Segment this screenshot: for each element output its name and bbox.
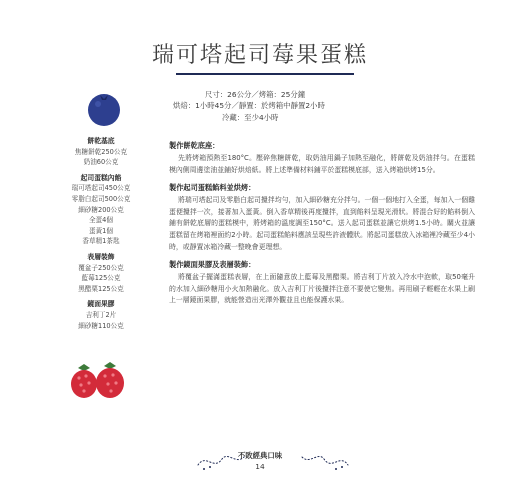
ingredient-item: 黑醋栗125公克 — [78, 284, 124, 293]
group-title: 鏡面果膠 — [87, 300, 115, 309]
title-underline — [176, 73, 354, 75]
ingredient-item: 瑞可塔起司450公克 — [71, 184, 131, 193]
recipe-title: 瑞可塔起司莓果蛋糕 — [151, 43, 368, 68]
ingredients-sidebar — [52, 136, 150, 331]
ingredient-item: 焦糖餅乾250公克 — [74, 147, 128, 156]
ingredient-item: 零脂白起司500公克 — [71, 194, 131, 203]
meta-size-oven: 尺寸：26公分／烤箱：25分鐘 — [205, 90, 306, 99]
ingredient-item: 香草精1茶匙 — [82, 237, 120, 246]
raspberry-icon — [68, 358, 128, 400]
ingredient-item: 吉利丁2片 — [85, 310, 117, 319]
section-heading: 製作起司蛋糕餡料並烘烤： — [169, 183, 256, 193]
blueberry-icon — [84, 88, 124, 128]
ingredient-item: 細砂糖200公克 — [78, 205, 124, 214]
section-heading: 製作鏡面果膠及表層裝飾： — [169, 260, 256, 270]
method-content — [169, 140, 475, 313]
section-body: 將覆盆子擺滿蛋糕表層，在上面隨意放上藍莓及黑醋栗。將吉利丁片放入冷水中泡軟，取50毫升的水加入細砂糖用小火加熱融化。放入吉利丁片後攪拌注意不要使它變焦。再用刷子輕輕在水果上刷上一層鏡面果膠，就能營造出光澤外觀並且也能保護水果。 — [169, 273, 475, 305]
page-number: 14 — [255, 462, 265, 471]
group-title: 起司蛋糕內餡 — [80, 173, 122, 182]
ingredient-item: 蛋黃1個 — [89, 226, 113, 235]
footer-chapter-label: 不敗經典口味 — [237, 451, 283, 460]
footer-ornament-right — [300, 451, 350, 473]
ingredient-item: 全蛋4個 — [89, 216, 113, 225]
section-body: 將瑞可塔起司及零脂白起司攪拌均勻，加入細砂糖充分拌勻。一個一個地打入全蛋，每加入一個雞蛋便攪拌一次，接著加入蛋黃。倒入香草精後再度攪拌，直到餡料呈現光滑狀。將混合好的餡料倒入鋪有餅乾底層的蛋糕模中，將烤箱的溫度調至150°C。送入起司蛋糕並讓它烘烤1.5小時。關火並讓蛋糕留在烤箱裡面約2小時。起司蛋糕餡料應該呈現些許液體狀。將起司蛋糕放入冰箱裡冷藏至少4小時，或靜置冰箱冷藏一整晚會更理想。 — [169, 196, 475, 251]
group-title: 餅乾基底 — [87, 137, 115, 145]
meta-chill: 冷藏：至少4小時 — [222, 113, 279, 122]
ingredient-item: 覆盆子250公克 — [78, 263, 124, 272]
ingredient-item: 細砂糖110公克 — [78, 321, 124, 330]
meta-bake-rest: 烘焙：1小時45分／靜置：於烤箱中靜置2小時 — [173, 101, 325, 110]
ingredient-item: 藍莓125公克 — [81, 274, 121, 283]
section-body: 先將烤箱預熱至180°C。壓碎焦糖餅乾，取奶油用鍋子加熱至融化，將餅乾及奶油拌勻。在蛋糕模內側周邊塗油並鋪好烘焙紙。將上述準備材料鋪平於蛋糕模底部，送入烤箱烘烤15分。 — [169, 154, 475, 174]
ingredient-item: 奶油60公克 — [83, 158, 119, 167]
group-title: 表層裝飾 — [87, 252, 115, 261]
section-heading: 製作餅乾底座： — [169, 141, 220, 150]
